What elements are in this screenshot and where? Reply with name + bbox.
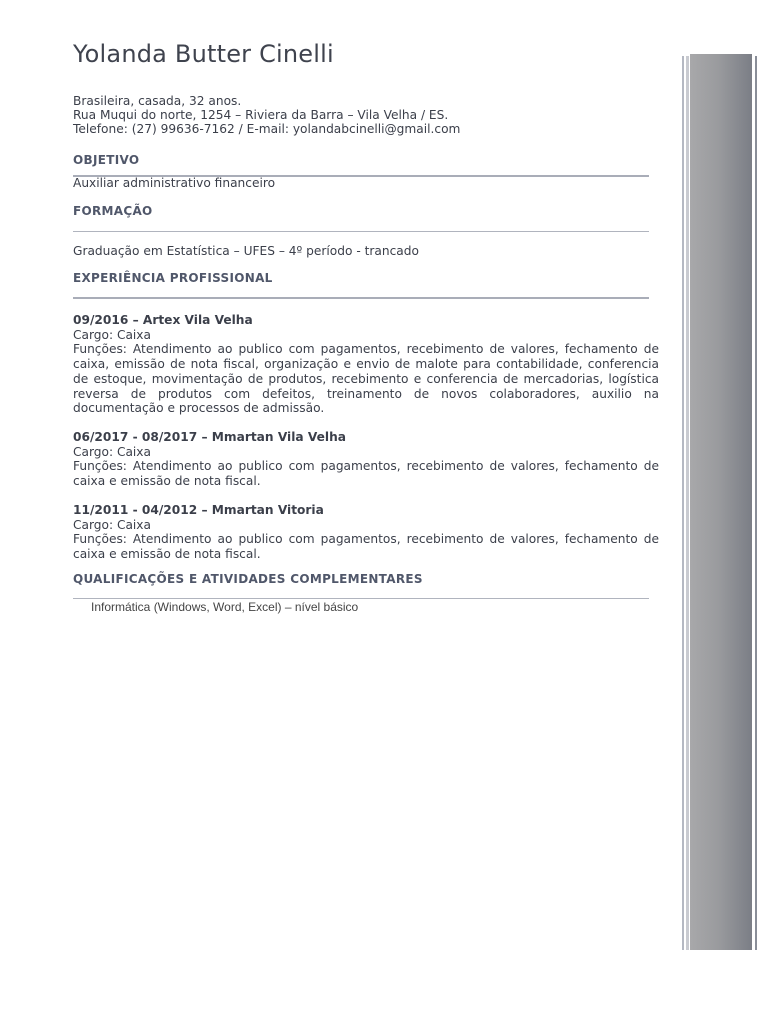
job-duties: Funções: Atendimento ao publico com pagamentos, recebimento de valores, fechamento de caixa e emissão de nota fiscal. xyxy=(73,459,659,489)
qualification-item: Informática (Windows, Word, Excel) – nível básico xyxy=(91,600,359,614)
divider xyxy=(73,598,649,599)
job-role: Cargo: Caixa xyxy=(73,517,151,532)
job-title: 09/2016 – Artex Vila Velha xyxy=(73,313,253,327)
education-text: Graduação em Estatística – UFES – 4º período - trancado xyxy=(73,244,419,258)
section-title-experiencia: EXPERIÊNCIA PROFISSIONAL xyxy=(73,271,273,285)
job-entry xyxy=(73,313,659,416)
candidate-name: Yolanda Butter Cinelli xyxy=(73,40,334,68)
section-title-qualificacoes: QUALIFICAÇÕES E ATIVIDADES COMPLEMENTARES xyxy=(73,572,423,586)
decorative-stripe xyxy=(755,56,757,950)
divider xyxy=(73,231,649,232)
address: Rua Muqui do norte, 1254 – Riviera da Barra – Vila Velha / ES. xyxy=(73,108,449,122)
divider xyxy=(73,297,649,299)
job-duties: Funções: Atendimento ao publico com pagamentos, recebimento de valores, fechamento de caixa e emissão de nota fiscal. xyxy=(73,532,659,562)
section-title-formacao: FORMAÇÃO xyxy=(73,204,153,218)
job-title: 06/2017 - 08/2017 – Mmartan Vila Velha xyxy=(73,430,346,444)
job-role: Cargo: Caixa xyxy=(73,444,151,459)
job-entry xyxy=(73,503,659,562)
decorative-side-bar xyxy=(690,54,752,950)
job-role: Cargo: Caixa xyxy=(73,327,151,342)
objective-text: Auxiliar administrativo financeiro xyxy=(73,176,276,190)
decorative-stripe xyxy=(682,56,684,950)
decorative-stripe xyxy=(686,56,689,950)
job-duties: Funções: Atendimento ao publico com pagamentos, recebimento de valores, fechamento de caixa, emissão de nota fiscal, organização e envio de malote para contabilidade, conferencia de estoque, movimentação de produtos, recebimento e conferencia de mercadorias, logística reversa de produtos com defeitos, treinamento de novos colaboradores, auxilio na documentação e processos de admissão. xyxy=(73,342,659,416)
personal-info: Brasileira, casada, 32 anos. xyxy=(73,94,242,108)
phone-email: Telefone: (27) 99636-7162 / E-mail: yolandabcinelli@gmail.com xyxy=(73,122,461,136)
section-title-objetivo: OBJETIVO xyxy=(73,153,140,167)
job-title: 11/2011 - 04/2012 – Mmartan Vitoria xyxy=(73,503,324,517)
job-entry xyxy=(73,430,659,489)
